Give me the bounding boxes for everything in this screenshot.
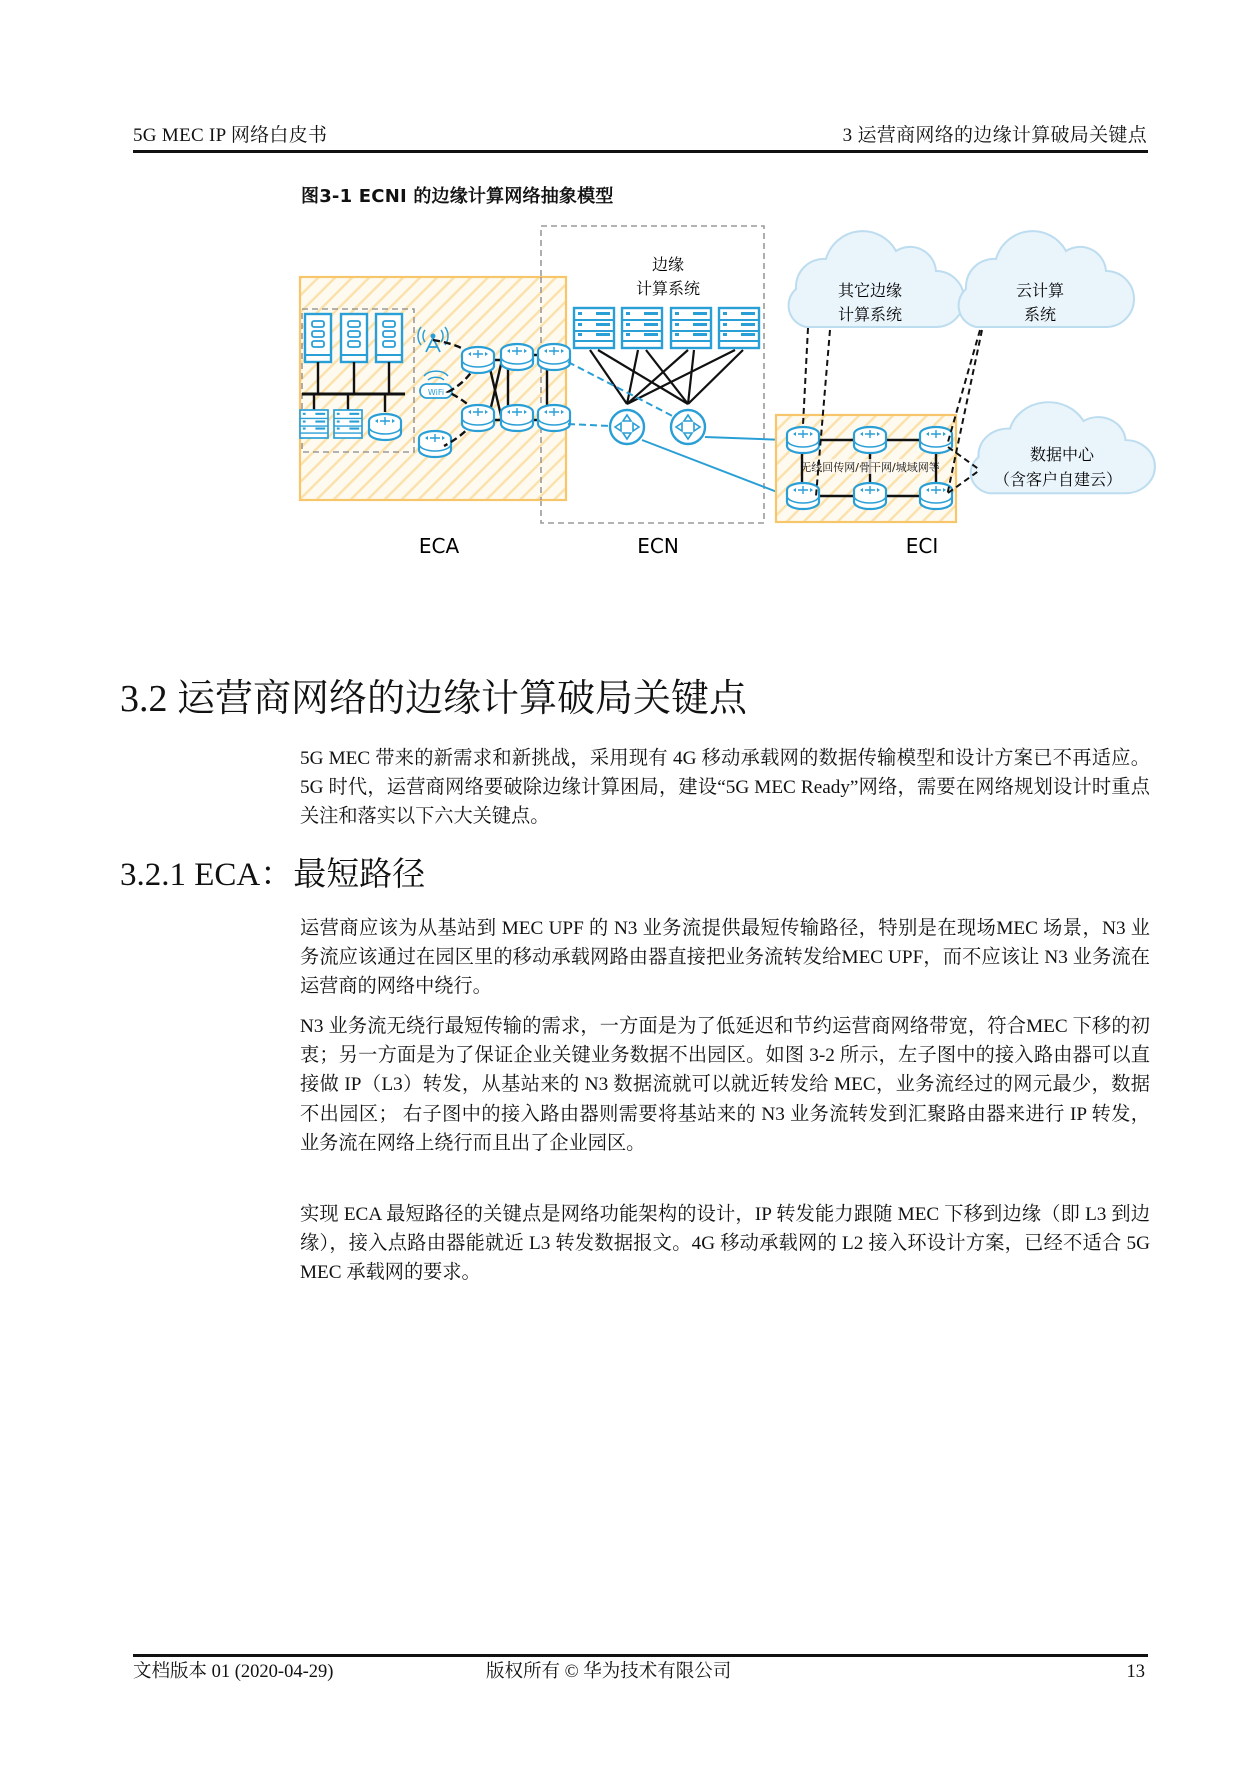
body-paragraph-1: 运营商应该为从基站到 MEC UPF 的 N3 业务流提供最短传输路径，特别是在现场MEC 场景，N3 业务流应该通过在园区里的移动承载网路由器直接把业务流转发给MEC UPF，而不应该让 N3 业务流在运营商的网络中绕行。 [300,918,1150,998]
svg-text:无线回传网/骨干网/城域网等: 无线回传网/骨干网/城域网等 [800,461,940,474]
zone-label-eci: ECI [905,534,939,558]
svg-text:计算系统: 计算系统 [837,305,903,324]
footer-rule [133,1654,1148,1657]
svg-text:边缘: 边缘 [651,255,685,274]
zone-label-ecn: ECN [637,534,679,558]
svg-text:数据中心: 数据中心 [1029,445,1095,464]
section-intro-paragraph: 5G MEC 带来的新需求和新挑战，采用现有 4G 移动承载网的数据传输模型和设计方案已不再适应。5G 时代，运营商网络要破除边缘计算困局，建设“5G MEC Ready”网络，需要在网络规划设计时重点关注和落实以下六大关键点。 [300,748,1150,828]
running-header-title: 5G MEC IP 网络白皮书 [133,125,328,146]
svg-text:其它边缘: 其它边缘 [837,281,903,300]
svg-text:系统: 系统 [1023,305,1057,324]
footer-copyright: 版权所有 © 华为技术有限公司 [486,1662,732,1682]
zone-label-eca: ECA [418,534,460,558]
svg-text:WiFi: WiFi [427,388,445,397]
body-paragraph-3: 实现 ECA 最短路径的关键点是网络功能架构的设计，IP 转发能力跟随 MEC 下移到边缘（即 L3 到边缘），接入点路由器能就近 L3 转发数据报文。4G 移动承载网的 L2 接入环设计方案，已经不适合 5G MEC 承载网的要求。 [300,1204,1150,1284]
running-header-chapter: 3 运营商网络的边缘计算破局关键点 [842,125,1147,146]
subsection-heading: 3.2.1 ECA：最短路径 [120,857,426,893]
footer-page-number: 13 [1126,1662,1145,1682]
figure-caption: 图3-1 ECNI 的边缘计算网络抽象模型 [301,186,614,207]
svg-text:云计算: 云计算 [1015,281,1065,300]
ecni-network-diagram [0,0,1257,600]
section-heading: 3.2 运营商网络的边缘计算破局关键点 [120,678,748,720]
svg-text:（含客户自建云）: （含客户自建云） [993,470,1123,489]
footer-doc-version: 文档版本 01 (2020-04-29) [133,1662,334,1682]
svg-text:计算系统: 计算系统 [635,279,701,298]
body-paragraph-2: N3 业务流无绕行最短传输的需求，一方面是为了低延迟和节约运营商网络带宽，符合MEC 下移的初衷；另一方面是为了保证企业关键业务数据不出园区。如图 3-2 所示，左子图中的接入路由器可以直接做 IP（L3）转发，从基站来的 N3 数据流就可以就近转发给 MEC，业务流经过的网元最少，数据不出园区； 右子图中的接入路由器则需要将基站来的 N3 业务流转发到汇聚路由器来进行 IP 转发，业务流在网络上绕行而且出了企业园区。 [300,1016,1150,1154]
